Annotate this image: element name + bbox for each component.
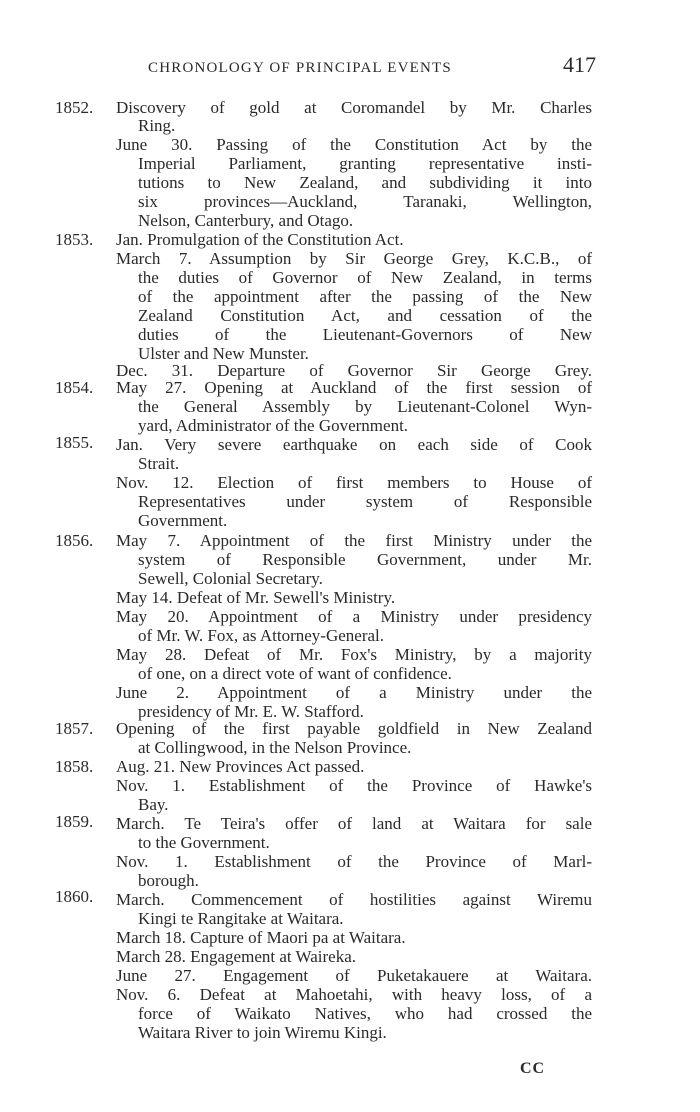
entry-line: March 7. Assumption by Sir George Grey, K.C.B., of [116, 249, 592, 268]
entry-line: yard, Administrator of the Government. [138, 416, 409, 435]
entry-line: May 28. Defeat of Mr. Fox's Ministry, by a majority [116, 645, 592, 664]
page-header [148, 52, 598, 82]
entry-line: Discovery of gold at Coromandel by Mr. Charles [116, 98, 592, 117]
entry-line: of the appointment after the passing of the New [138, 287, 592, 306]
entry-line: Ulster and New Munster. [138, 344, 309, 363]
entry-line: Nov. 12. Election of first members to House of [116, 473, 592, 492]
entry-line: May 20. Appointment of a Ministry under presidency [116, 607, 592, 626]
entry-line: the duties of Governor of New Zealand, in terms [138, 268, 592, 287]
entry-line: at Collingwood, in the Nelson Province. [138, 738, 412, 757]
entry-line: Nov. 6. Defeat at Mahoetahi, with heavy loss, of a [116, 985, 592, 1004]
entry-line: Jan. Very severe earthquake on each side of Cook [116, 435, 592, 454]
year-label: 1853. [55, 230, 94, 249]
year-label: 1855. [55, 433, 94, 452]
year-label: 1860. [55, 887, 94, 906]
entry-line: Opening of the first payable goldfield in New Zealand [116, 719, 592, 738]
entry-line: Nov. 1. Establishment of the Province of Marl- [116, 852, 592, 871]
entry-line: May 27. Opening at Auckland of the first session of [116, 378, 592, 397]
entry-line: Government. [138, 511, 228, 530]
entry-line: borough. [138, 871, 199, 890]
entry-line: Strait. [138, 454, 180, 473]
entry-line: Kingi te Rangitake at Waitara. [138, 909, 344, 928]
entry-line: force of Waikato Natives, who had crossed the [138, 1004, 592, 1023]
entry-line: Representatives under system of Responsible [138, 492, 592, 511]
entry-line: Zealand Constitution Act, and cessation of the [138, 306, 592, 325]
entry-line: Bay. [138, 795, 169, 814]
year-label: 1857. [55, 719, 94, 738]
entry-line: Jan. Promulgation of the Constitution Act. [116, 230, 404, 249]
year-label: 1854. [55, 378, 94, 397]
entry-line: Sewell, Colonial Secretary. [138, 569, 323, 588]
entry-line: June 27. Engagement of Puketakauere at Waitara. [116, 966, 592, 985]
entry-line: March 28. Engagement at Waireka. [116, 947, 357, 966]
entry-line: March. Te Teira's offer of land at Waitara for sale [116, 814, 592, 833]
entry-line: Ring. [138, 116, 176, 135]
entry-line: June 30. Passing of the Constitution Act by the [116, 135, 592, 154]
entry-line: presidency of Mr. E. W. Stafford. [138, 702, 364, 721]
entry-line: March. Commencement of hostilities against Wiremu [116, 890, 592, 909]
entry-line: Aug. 21. New Provinces Act passed. [116, 757, 365, 776]
entry-line: duties of the Lieutenant-Governors of New [138, 325, 592, 344]
entry-line: system of Responsible Government, under Mr. [138, 550, 592, 569]
year-label: 1859. [55, 812, 94, 831]
entry-line: Dec. 31. Departure of Governor Sir George Grey. [116, 361, 592, 380]
running-title: CHRONOLOGY OF PRINCIPAL EVENTS [148, 60, 452, 76]
entry-line: Imperial Parliament, granting representative insti- [138, 154, 592, 173]
entry-line: to the Government. [138, 833, 270, 852]
signature-mark: CC [520, 1060, 546, 1077]
entry-line: June 2. Appointment of a Ministry under the [116, 683, 592, 702]
page-number: 417 [563, 52, 596, 77]
entry-line: of one, on a direct vote of want of confidence. [138, 664, 452, 683]
year-label: 1856. [55, 531, 94, 550]
entry-line: Nov. 1. Establishment of the Province of Hawke's [116, 776, 592, 795]
entry-line: Waitara River to join Wiremu Kingi. [138, 1023, 387, 1042]
entry-line: the General Assembly by Lieutenant-Colonel Wyn- [138, 397, 592, 416]
entry-line: May 14. Defeat of Mr. Sewell's Ministry. [116, 588, 396, 607]
entry-line: of Mr. W. Fox, as Attorney-General. [138, 626, 384, 645]
entry-line: Nelson, Canterbury, and Otago. [138, 211, 354, 230]
year-label: 1858. [55, 757, 94, 776]
year-label: 1852. [55, 98, 94, 117]
entry-line: tutions to New Zealand, and subdividing it into [138, 173, 592, 192]
entry-line: May 7. Appointment of the first Ministry under the [116, 531, 592, 550]
entry-line: six provinces—Auckland, Taranaki, Wellington, [138, 192, 592, 211]
entry-line: March 18. Capture of Maori pa at Waitara. [116, 928, 406, 947]
